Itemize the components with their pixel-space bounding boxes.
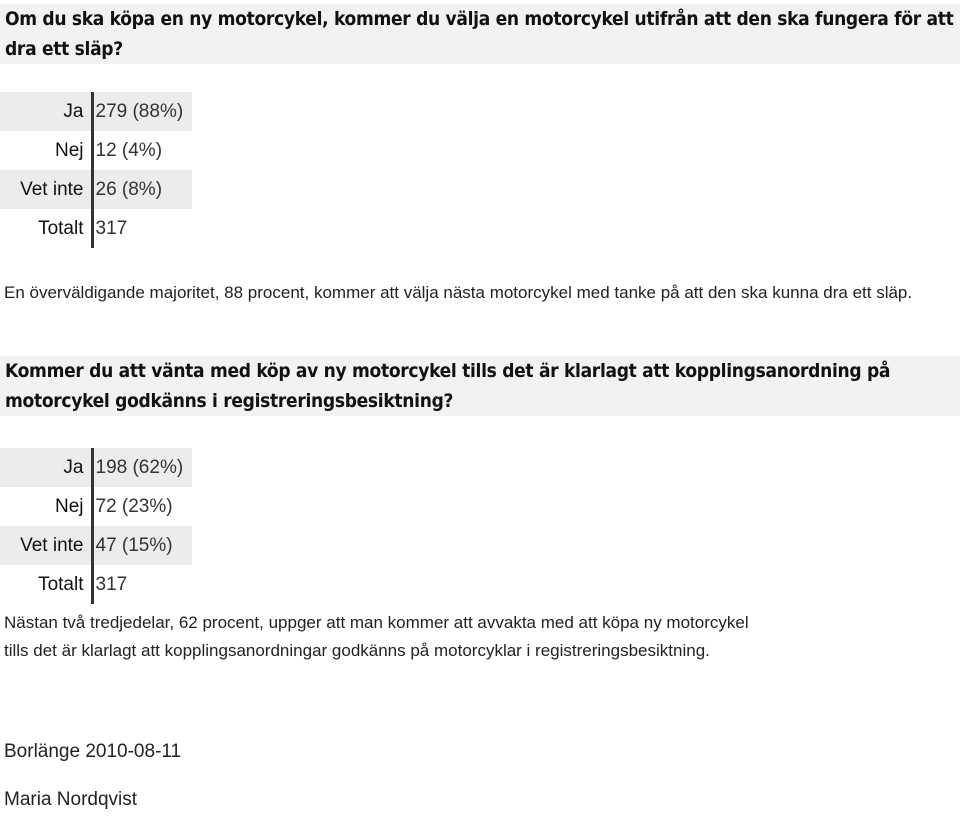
row-label: Vet inte — [0, 170, 92, 209]
row-label: Nej — [54, 495, 84, 517]
row-label: Vet inte — [0, 526, 92, 565]
place-and-date: Borlänge 2010-08-11 — [4, 741, 182, 762]
question-1-comment: En överväldigande majoritet, 88 procent, kommer att välja nästa motorcykel med tanke på att den ska kunna dra ett släp. — [4, 283, 913, 302]
row-value: 317 — [92, 565, 192, 604]
row-value: 26 (8%) — [92, 170, 192, 209]
table-row — [0, 526, 192, 565]
row-value: 279 (88%) — [92, 92, 192, 131]
table-row — [0, 487, 192, 526]
question-1-results-table — [0, 92, 192, 248]
question-2-heading: Kommer du att vänta med köp av ny motorcykel tills det är klarlagt att kopplingsanordning på motorcykel godkänns i registreringsbesiktning? — [0, 356, 960, 416]
row-label: Totalt — [38, 217, 84, 239]
row-label: Totalt — [38, 573, 84, 595]
table-row — [0, 209, 192, 248]
row-label: Nej — [54, 139, 84, 161]
question-1-heading: Om du ska köpa en ny motorcykel, kommer du välja en motorcykel utifrån att den ska fungera för att dra ett släp? — [0, 4, 960, 64]
table-row — [0, 170, 192, 209]
question-2-results-table — [0, 448, 192, 604]
row-value: 47 (15%) — [92, 526, 192, 565]
table-row — [0, 565, 192, 604]
row-value: 12 (4%) — [92, 131, 192, 170]
row-label: Ja — [0, 448, 92, 487]
table-row — [0, 131, 192, 170]
row-value: 72 (23%) — [92, 487, 192, 526]
row-label: Ja — [0, 92, 92, 131]
row-value: 198 (62%) — [92, 448, 192, 487]
author-name: Maria Nordqvist — [4, 789, 138, 810]
row-value: 317 — [92, 209, 192, 248]
comment-line: Nästan två tredjedelar, 62 procent, uppger att man kommer att avvakta med att köpa ny motorcykel — [4, 613, 749, 632]
comment-line: tills det är klarlagt att kopplingsanordningar godkänns på motorcyklar i registreringsbesiktning. — [4, 641, 710, 660]
question-2-comment — [4, 609, 954, 665]
table-row — [0, 448, 192, 487]
table-row — [0, 92, 192, 131]
